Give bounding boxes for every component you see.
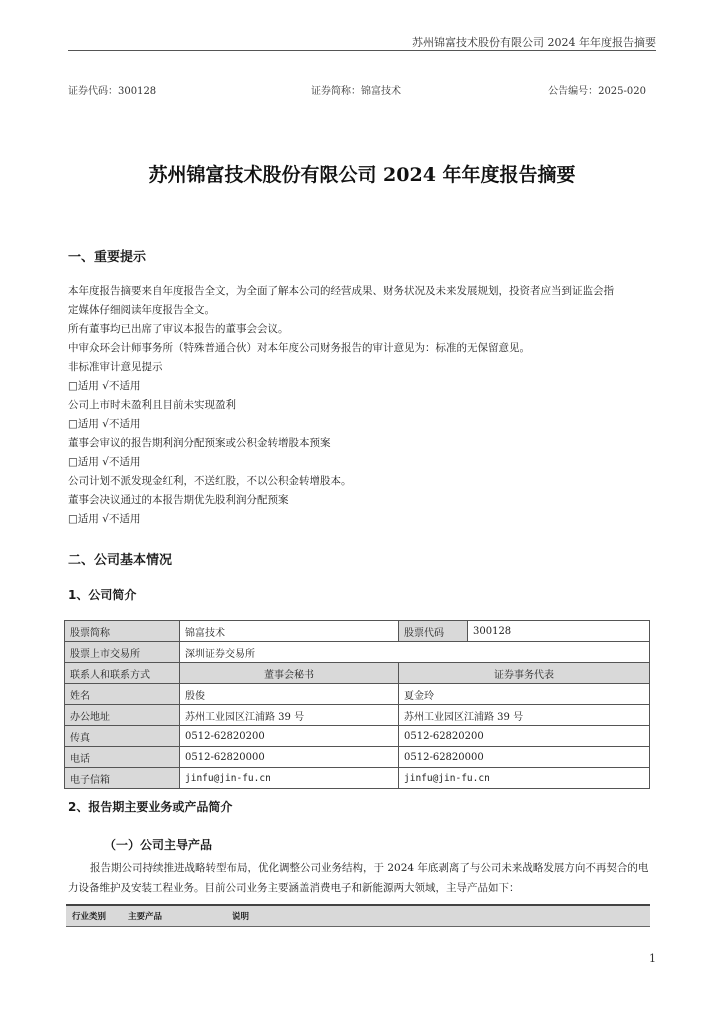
cell-label: 股票上市交易所 — [65, 642, 180, 663]
table-row — [65, 705, 650, 726]
stock-short-name: 证券简称：锦富技术 — [311, 86, 401, 97]
applicability-line: □适用 √不适用 — [68, 456, 141, 468]
cell-value: 苏州工业园区江浦路 39 号 — [180, 705, 399, 726]
note-line: 所有董事均已出席了审议本报告的董事会会议。 — [68, 323, 289, 335]
cell-label: 姓名 — [65, 684, 180, 705]
cell-value: 锦富技术 — [180, 621, 399, 642]
note-line: 董事会决议通过的本报告期优先股利润分配预案 — [68, 494, 289, 506]
company-profile-table — [64, 620, 650, 789]
announcement-number: 公告编号：2025-020 — [548, 86, 646, 97]
note-line: 定媒体仔细阅读年度报告全文。 — [68, 304, 215, 316]
cell-label: 股票代码 — [399, 621, 468, 642]
business-description: 报告期公司持续推进战略转型布局，优化调整公司业务结构，于 2024 年底剥离了与公司未来战略发展方向不再契合的电力设备维护及安装工程业务。目前公司业务主要涵盖消费电子和新能源两大领域，主导产品如下： — [68, 862, 649, 894]
cell-label: 电子信箱 — [65, 768, 180, 789]
section-heading-important-notes: 一、重要提示 — [68, 250, 147, 265]
products-table-header — [66, 904, 650, 927]
column-header-representative: 证券事务代表 — [399, 663, 650, 684]
note-line: 公司上市时未盈利且目前未实现盈利 — [68, 399, 236, 411]
cell-value: 0512-62820000 — [180, 747, 399, 768]
cell-value: 0512-62820000 — [399, 747, 650, 768]
cell-label: 股票简称 — [65, 621, 180, 642]
table-row — [65, 747, 650, 768]
applicability-line: □适用 √不适用 — [68, 418, 141, 430]
section-heading-company-info: 二、公司基本情况 — [68, 553, 173, 568]
cell-value: 殷俊 — [180, 684, 399, 705]
subheading-main-business: 2、报告期主要业务或产品简介 — [68, 800, 233, 814]
subheading-main-products: （一）公司主导产品 — [104, 838, 213, 852]
applicability-line: □适用 √不适用 — [68, 380, 141, 392]
cell-label: 电话 — [65, 747, 180, 768]
table-row — [65, 684, 650, 705]
note-line: 本年度报告摘要来自年度报告全文，为全面了解本公司的经营成果、财务状况及未来发展规划，投资者应当到证监会指 — [68, 285, 614, 297]
email-value: jinfu@jin-fu.cn — [399, 768, 650, 789]
cell-value: 夏金玲 — [399, 684, 650, 705]
cell-value: 苏州工业园区江浦路 39 号 — [399, 705, 650, 726]
note-line: 非标准审计意见提示 — [68, 361, 163, 373]
cell-label: 办公地址 — [65, 705, 180, 726]
stock-code: 证券代码：300128 — [68, 86, 157, 97]
table-row — [65, 768, 650, 789]
header-divider — [68, 50, 656, 51]
page-number: 1 — [649, 952, 656, 965]
important-notes-body — [68, 282, 658, 529]
table-row — [65, 621, 650, 642]
note-line: 中审众环会计师事务所（特殊普通合伙）对本年度公司财务报告的审计意见为：标准的无保留意见。 — [68, 342, 530, 354]
column-header-industry: 行业类别 — [66, 905, 122, 927]
cell-label: 传真 — [65, 726, 180, 747]
cell-value: 深圳证券交易所 — [180, 642, 650, 663]
column-header-secretary: 董事会秘书 — [180, 663, 399, 684]
cell-value: 0512-62820200 — [180, 726, 399, 747]
table-header-row — [66, 905, 650, 927]
note-line: 公司计划不派发现金红利，不送红股，不以公积金转增股本。 — [68, 475, 352, 487]
column-header-description: 说明 — [226, 905, 650, 927]
table-row — [65, 642, 650, 663]
table-row — [65, 726, 650, 747]
email-value: jinfu@jin-fu.cn — [180, 768, 399, 789]
note-line: 董事会审议的报告期利润分配预案或公积金转增股本预案 — [68, 437, 331, 449]
cell-value: 300128 — [468, 621, 650, 642]
document-title: 苏州锦富技术股份有限公司 2024 年年度报告摘要 — [148, 164, 576, 186]
column-header-products: 主要产品 — [122, 905, 226, 927]
applicability-line: □适用 √不适用 — [68, 513, 141, 525]
cell-label: 联系人和联系方式 — [65, 663, 180, 684]
table-row — [65, 663, 650, 684]
subheading-company-profile: 1、公司简介 — [68, 588, 137, 602]
cell-value: 0512-62820200 — [399, 726, 650, 747]
running-header-title: 苏州锦富技术股份有限公司 2024 年年度报告摘要 — [412, 36, 656, 49]
